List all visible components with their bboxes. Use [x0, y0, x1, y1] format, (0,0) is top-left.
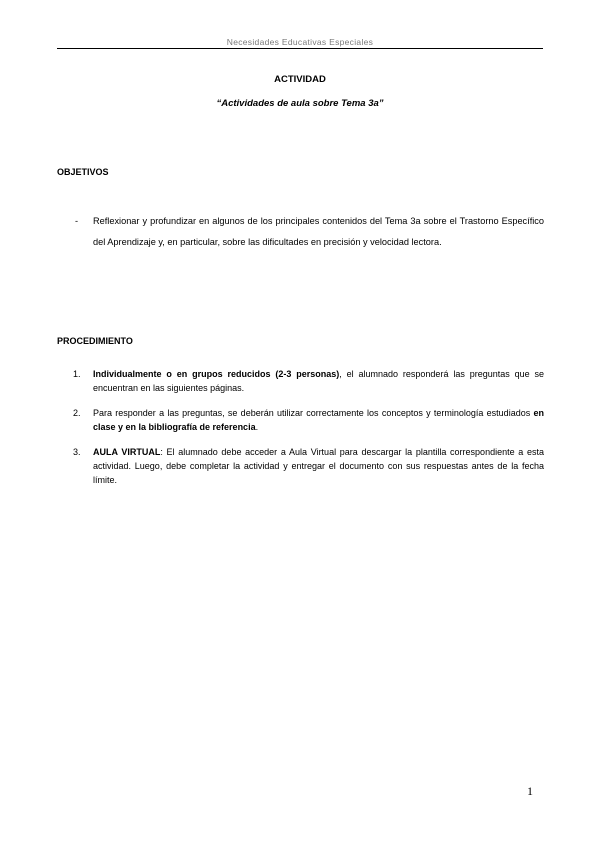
objectives-heading: OBJETIVOS — [57, 167, 109, 177]
bold-text: AULA VIRTUAL — [93, 447, 161, 457]
item-number: 1. — [73, 369, 81, 379]
objective-text: Reflexionar y profundizar en algunos de los principales contenidos del Tema 3a sobre el Trastorno Específico del Aprendizaje y, en particular, sobre las dificultades en precisión y velocidad lectora. — [93, 216, 544, 247]
bold-text: Individualmente o en grupos reducidos (2-3 personas) — [93, 369, 340, 379]
dash-bullet: - — [75, 216, 79, 226]
header-rule — [57, 48, 543, 49]
item-text: : El alumnado debe acceder a Aula Virtual para descargar la plantilla correspondiente a esta actividad. Luego, debe completar la actividad y entregar el documento con sus respuestas antes de la fecha límite. — [93, 447, 544, 485]
title-block — [57, 73, 543, 110]
procedure-heading: PROCEDIMIENTO — [57, 336, 133, 346]
page-number: 1 — [527, 784, 533, 798]
item-number: 3. — [73, 447, 81, 457]
list-item — [57, 367, 544, 395]
list-item — [57, 445, 544, 487]
objectives-list — [57, 211, 544, 253]
list-item — [57, 211, 544, 253]
item-text: Para responder a las preguntas, se deberán utilizar correctamente los conceptos y terminología estudiados — [93, 408, 534, 418]
list-item — [57, 406, 544, 434]
procedure-list — [57, 367, 544, 498]
document-subtitle: “Actividades de aula sobre Tema 3a” — [216, 98, 384, 109]
running-header: Necesidades Educativas Especiales — [226, 37, 374, 47]
document-title: ACTIVIDAD — [274, 74, 326, 85]
item-number: 2. — [73, 408, 81, 418]
bold-text: en clase y en la bibliografía de referencia — [93, 408, 544, 432]
item-text-after: . — [255, 422, 259, 432]
item-text: , el alumnado responderá las preguntas que se encuentran en las siguientes páginas. — [93, 369, 544, 393]
